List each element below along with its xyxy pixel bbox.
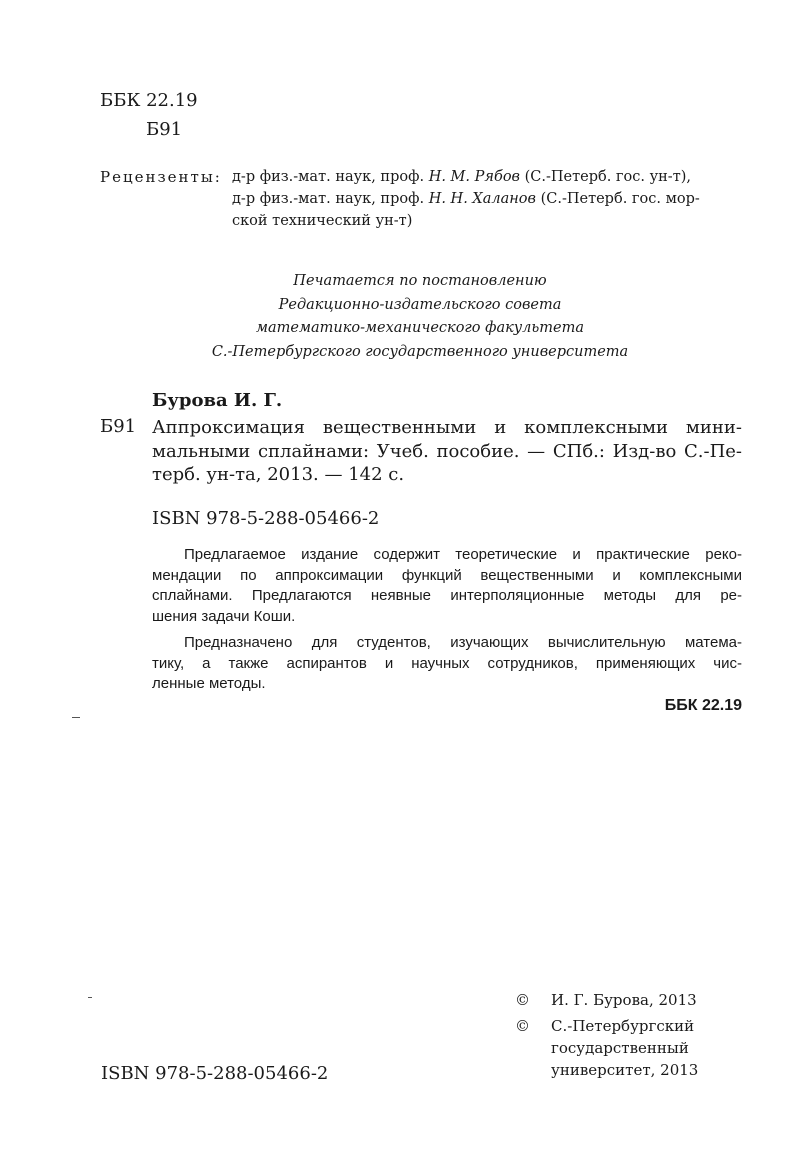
isbn-catalog: ISBN 978-5-288-05466-2: [152, 508, 380, 529]
reviewer-name-2: Н. Н. Халанов: [428, 191, 536, 207]
description-line: терб. ун-та, 2013. — 142 с.: [152, 464, 405, 485]
abstract-line: Предлагаемое издание содержит теоретические и практические реко-: [184, 546, 742, 563]
approval-line: С.-Петербургского государственного университета: [211, 343, 629, 360]
copyright-icon: ©: [515, 991, 530, 1009]
reviewers-label: Рецензенты:: [100, 168, 222, 186]
reviewer-line-2: д-р физ.-мат. наук, проф. Н. Н. Халанов (С.-Петерб. гос. мор-: [232, 191, 700, 207]
reviewer-name-1: Н. М. Рябов: [428, 169, 520, 185]
abstract-line: мендации по аппроксимации функций вещественными и комплексными: [152, 566, 742, 584]
abstract-line: Предназначено для студентов, изучающих вычислительную матема-: [184, 634, 742, 651]
abstract-paragraph-2: [152, 633, 742, 695]
scan-speck: [88, 997, 92, 998]
reviewer-line-1: д-р физ.-мат. наук, проф. Н. М. Рябов (С.-Петерб. гос. ун-т),: [232, 169, 691, 185]
description-line: мальными сплайнами: Учеб. пособие. — СПб.: Изд-во С.-Пе-: [152, 440, 742, 462]
abstract-line: ленные методы.: [152, 675, 266, 692]
copyright-author-text: И. Г. Бурова, 2013: [551, 991, 697, 1009]
author-name: Бурова И. Г.: [152, 390, 283, 411]
abstract-line: тику, а также аспирантов и научных сотрудников, применяющих чис-: [152, 654, 742, 672]
approval-line: Печатается по постановлению: [293, 273, 547, 289]
copyright-publisher: [515, 1015, 698, 1081]
copyright-block: [515, 989, 698, 1081]
copyright-author: [515, 989, 698, 1011]
bibliographic-description: [152, 416, 742, 487]
copyright-icon: ©: [515, 1017, 530, 1035]
abstract: [152, 545, 742, 695]
catalog-index: Б91: [100, 416, 137, 437]
copyright-publisher-text: С.-Петербургский государственный университет, 2013: [551, 1017, 699, 1079]
reviewer-line-3: ской технический ун-т): [232, 213, 413, 229]
abstract-line: шения задачи Коши.: [152, 607, 296, 625]
bbk-code: ББК 22.19: [100, 90, 198, 111]
scan-speck: [72, 717, 80, 718]
author-index: Б91: [146, 119, 183, 140]
abstract-paragraph-1: [152, 545, 742, 627]
abstract-line: сплайнами. Предлагаются неявные интерполяционные методы для ре-: [152, 587, 742, 604]
approval-line: Редакционно-издательского совета: [278, 296, 562, 313]
publication-approval: [100, 270, 740, 364]
bbk-classification: ББК 22.19: [664, 697, 742, 714]
isbn-footer: ISBN 978-5-288-05466-2: [101, 1063, 329, 1084]
description-line: Аппроксимация вещественными и комплексными мини-: [152, 417, 742, 438]
approval-line: математико-механического факультета: [255, 320, 585, 336]
